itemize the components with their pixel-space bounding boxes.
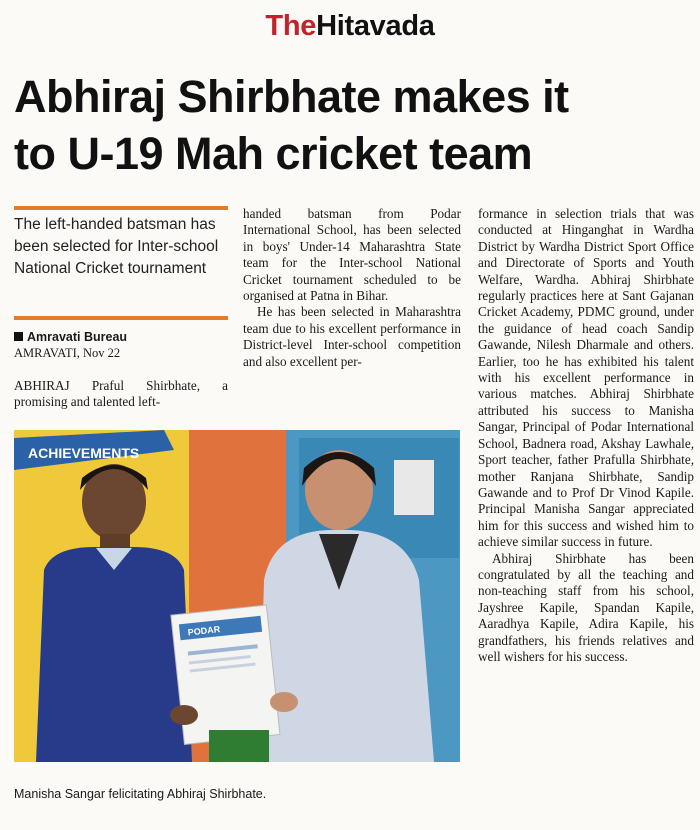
byline [14, 330, 127, 344]
photo-banner-text: ACHIEVEMENTS [28, 445, 140, 461]
article-col2-para-2: He has been selected in Maharashtra team due to his excellent performance in District-level Inter-school competition and also excellent per- [243, 304, 461, 369]
standfirst-top-rule [14, 206, 228, 210]
dateline: AMRAVATI, Nov 22 [14, 346, 121, 360]
byline-square-icon [14, 332, 23, 341]
article-col3-para-2: Abhiraj Shirbhate has been congratulated by all the teaching and non-teaching staff from his school, Jayshree Kapile, Spandan Kapile, Aaradhya Kapile, Adira Kapile, his grandfathers, his friends relatives and well wishers for his success. [478, 550, 694, 664]
article-col3-para-1: formance in selection trials that was conducted at Hinganghat in Wardha District by Wardha District Sport Office and Directorate of Sports and Youth Welfare, Wardha. Abhiraj Shirbhate regularly practices here at Sant Gajanan Cricket Academy, PDMC ground, under the guidance of head coach Sandip Gawande, Nilesh Dharmale and others. Earlier, too he has exhibited his talent with his excellent performance in various matches. Abhiraj Shirbhate attributed his success to Manisha Sangar, Principal of Podar International School, Badnera road, Akshay Lawhale, Sport teacher, father Prafulla Shirbhate, mother Ranjana Shirbhate, Sandip Gawande and to Prof Dr Vinod Kapile. Principal Manisha Sangar appreciated him for this success and wished him to achieve similar success in future. [478, 206, 694, 550]
news-photo [14, 430, 460, 762]
article-column-1 [14, 378, 228, 411]
photo-illustration [14, 430, 460, 762]
headline-line-1: Abhiraj Shirbhate makes it [14, 71, 569, 122]
byline-text: Amravati Bureau [27, 330, 128, 344]
article-column-3 [478, 206, 694, 665]
headline-line-2: to U-19 Mah cricket team [14, 128, 533, 179]
headline [14, 68, 694, 182]
standfirst: The left-handed batsman has been selected for Inter-school National Cricket tournament [14, 216, 219, 277]
masthead-the: The [265, 10, 317, 42]
photo-caption: Manisha Sangar felicitating Abhiraj Shirbhate. [14, 787, 267, 801]
article-col2-para-1: handed batsman from Podar International School, has been selected in boys' Under-14 Maharashtra State team for the Inter-school National Cricket tournament scheduled to be organised at Patna in Bihar. [243, 206, 461, 304]
masthead-logo [0, 10, 700, 43]
article-col1-text: ABHIRAJ Praful Shirbhate, a promising and talented left- [14, 378, 228, 410]
article-column-2 [243, 206, 461, 370]
certificate-brand-text: PODAR [187, 624, 221, 638]
standfirst-bottom-rule [14, 316, 228, 320]
masthead-name: Hitavada [316, 10, 435, 42]
